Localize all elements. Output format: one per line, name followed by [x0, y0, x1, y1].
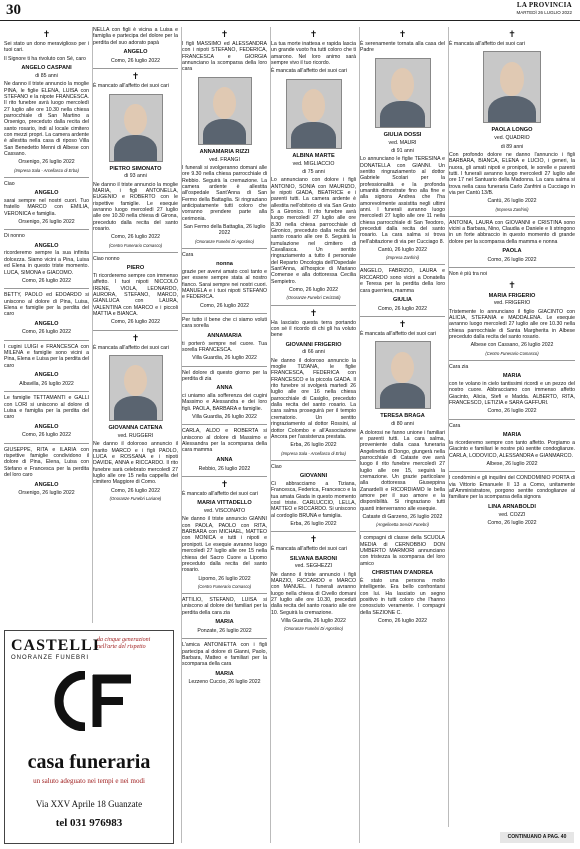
deceased-name: TERESA BRAGA — [380, 413, 425, 420]
notice-body: con te volano in cielo tantissimi ricordi e un pezzo del nostro cuore. Abbracciamo con immenso affetto Giacinto, Alicia, Stefi e Madda. ALBERTO, RITA, FRANCESCO, LETIZIA e SARA GAFFURI. — [449, 381, 575, 407]
notice-date: Cataste di Garzeno, 26 luglio 2022 — [362, 513, 443, 520]
notice-body: Ne danno il triste annuncio i figli MARZIO, RICCARDO e MARCO con MANUEL. I funerali avranno luogo nella chiesa di Civello domani 27 luglio alle ore 10.30, preceduti dalla recita del santo rosario alle ore 10. Seguirà la cremazione. — [271, 571, 356, 616]
divider — [271, 305, 356, 306]
notice-date: Como, 26 luglio 2022 — [487, 408, 537, 415]
notice-date: Como, 26 luglio 2022 — [21, 432, 72, 439]
ad-casa-funeraria: casa funeraria — [27, 751, 151, 773]
notice-body: I condòmini e gli inquilini del CONDOMINIO PORTA di via Vittorio Emanuele II 13 a Como, unitamente all'Amministratore, porgono sentite condoglianze al familiare per la scomparsa della signora — [449, 475, 575, 501]
page-number: 30 — [6, 2, 21, 18]
notice-body: Con profondo dolore ne danno l'annuncio i figli BARBARA, BIANCA, ELENA e LUCIO, i generi, la nuora, gli amati nipoti e pronipoti, le sorelle e parenti tutti. I funerali avranno luogo mercoledì 27 luglio alle ore 17 nel Santuario della Madonna. La cara salma si trova nella casa funeraria Carlo Zanfrini a Cucciago in via per Cantù 13/B. — [449, 151, 575, 196]
deceased-name: nonna — [216, 261, 233, 268]
deceased-married-name: ved. MAURI — [388, 139, 417, 146]
divider — [182, 248, 267, 249]
deceased-name: ALBINA MARTE — [292, 152, 335, 159]
ad-company-subtitle: ONORANZE FUNEBRI — [11, 655, 90, 661]
notice-body: sarai sempre nel nostri cuori. Tuo fratello MARCO con EMILIA, VERONICA e famiglia. — [4, 197, 89, 217]
funeral-home: (Centro Funerario Comasco) — [485, 350, 539, 356]
notice-body: ANGELO, FABRIZIO, LAURA e RICCARDO sono vicini a Donatella e Teresa per la perdita della loro cara guerriera, mamma — [360, 268, 445, 294]
notice-date: Como, 26 luglio 2022 — [199, 302, 250, 309]
notice-body: Ti ricorderemo sempre con immenso affetto. I tuoi nipoti NICCOLÒ IRENE, VIOLA, LEONARDO, AURORA, STEFANO, MARCO, GIANLUCA con LAURA, VALENTINA con MARCO e i piccoli MATTIA e BIANCA. — [93, 273, 178, 318]
deceased-married-name: ved. VISCONATO — [203, 508, 246, 515]
deceased-age: di 75 anni — [302, 168, 325, 175]
notice-text: È mancata all'affetto dei suoi cari — [360, 331, 436, 337]
notice-body: NELLA con figli è vicina a Luisa e famiglia e partecipa del dolore per la perdita del suo adorato papà — [93, 27, 178, 46]
notice-body: GIUSEPPE, RITA e ILARIA con rispettive famiglie condividono il dolore di Pina, Elena, Luisa con Stefano e Francesca per la perdita del loro caro — [4, 446, 89, 479]
deceased-name: PAOLA LONGO — [491, 127, 533, 134]
deceased-name: ANGELO — [34, 372, 59, 379]
portrait-photo — [375, 341, 431, 409]
divider — [4, 443, 89, 444]
notice-date: Erba, 26 luglio 2022 — [290, 442, 337, 449]
divider — [182, 366, 267, 367]
deceased-name: MARIA VITTADELLO — [197, 500, 252, 507]
portrait-photo — [375, 58, 431, 128]
ad-phone: tel 031 976983 — [55, 817, 123, 829]
notice-date: Como, 26 luglio 2022 — [487, 519, 537, 526]
notice-text: È mancata all'affetto dei suoi cari — [93, 344, 169, 351]
notice-date: Erba, 26 luglio 2022 — [290, 520, 337, 527]
notice-date: Lezzeno Cuccio, 26 luglio 2022 — [188, 679, 261, 686]
notice-date: Cantù, 26 luglio 2022 — [487, 198, 537, 205]
divider — [4, 340, 89, 341]
cross-icon: ✝ — [398, 29, 407, 39]
notice-text: È mancato all'affetto dei suoi cari — [182, 490, 258, 497]
deceased-name: GIULIA DOSSI — [383, 131, 422, 138]
divider — [4, 177, 89, 178]
cross-icon: ✝ — [398, 319, 407, 329]
notice-greeting: Di nonno — [4, 233, 25, 240]
divider — [182, 476, 267, 477]
funeral-home: (Impresa Sala - Arcellasco di Erba) — [281, 450, 346, 456]
continue-on-page-label: CONTINUANO A PAG. 40 — [500, 832, 574, 843]
deceased-name: MARIA — [502, 432, 522, 439]
notice-body: ci uniamo alla sofferenza dei cugini Massimo e Alessandra e dei loro figli. PAOLA, BARBARA e famiglie. — [182, 393, 267, 412]
notice-body: Le famiglie TETTAMANTI e GALLI con LORI si uniscono al dolore di Luisa e famiglia per la perdita del caro — [4, 395, 89, 421]
notice-date: Como, 26 luglio 2022 — [377, 618, 428, 625]
divider — [93, 330, 178, 331]
notice-date: Como, 26 luglio 2022 — [110, 487, 161, 494]
divider — [182, 424, 267, 425]
notice-date: Albese con Cassano, 26 luglio 2022 — [470, 342, 554, 349]
divider — [449, 360, 575, 361]
ad-address: Via XXV Aprile 18 Guanzate — [35, 799, 143, 809]
notice-text: È serenamente tornata alla casa del Padre — [360, 41, 445, 54]
cross-icon: ✝ — [309, 307, 318, 318]
divider — [360, 316, 445, 317]
cross-icon: ✝ — [220, 29, 229, 39]
divider — [182, 638, 267, 639]
notice-body: Ci abbracciamo a Tiziana, Francesca, Federica, Francesco e la tua amata Giada in questo momento così triste. CARLUCCIO, LELLA, MATTEO e RICCARDO. Si uniscono al cordoglio BRUNA e famiglia. — [271, 480, 356, 519]
notice-date: Rebbio, 26 luglio 2022 — [198, 465, 251, 472]
deceased-name: PIETRO SIMONATO — [109, 165, 162, 172]
notice-greeting: Ciao nonno — [93, 255, 120, 262]
deceased-name: GIOVANNA CATENA — [108, 425, 163, 432]
notice-date: Como, 26 luglio 2022 — [21, 277, 72, 284]
notice-body: la ricorderemo sempre con tanto affetto. Porgiamo a Giacinto e familiari le nostre più sentite condoglianze. CARLA, LODOVICO, ALESSANDRA e GIANMARCO. — [449, 439, 575, 459]
deceased-name: GIOVANNI FRIGERIO — [285, 341, 342, 348]
notice-date: Albese, 26 luglio 2022 — [486, 461, 538, 467]
portrait-photo — [109, 94, 163, 162]
deceased-married-name: ved. RUGGERI — [117, 432, 154, 439]
deceased-name: ANNAMARIA RIZZI — [199, 148, 250, 155]
notice-body: A dolorosi ne fanno unione i familiari e parenti tutti. La cara salma, proveniente dalla casa funeraria Angelinetta di Dongo, giungerà nella parrocchiale di Cataste ove avrà luogo il rito funebre mercoledì 27 luglio alle ore 15, seguirà la cremazione. Un grazie particolare alla dottoressa Giuseppina Zanardelli e RICORDIAMO le bella amore per il suo amore e la disponibilità. Si ringraziano tutti quanti interverranno alle esequie. — [360, 429, 445, 512]
deceased-married-name: ved. COZZI — [498, 511, 526, 518]
deceased-name: GIOVANNI — [299, 473, 328, 479]
notice-text: È mancata all'affetto dei suoi cari — [449, 41, 525, 47]
deceased-married-name: ved. FRIGERIO — [493, 300, 531, 307]
deceased-name: ANNA — [216, 385, 233, 392]
divider — [360, 264, 445, 265]
notice-date: Orsenigo, 26 luglio 2022 — [18, 490, 75, 497]
funeral-home: (Onoranze Funebri Di Agostino) — [195, 238, 254, 244]
divider — [4, 391, 89, 392]
notice-body: Lo annunciano con dolore i figli ANTONIO, SONIA con MAURIZIO, le nipoti GIADA, BEATRICE e i parenti tutti. La camera ardente è allestita nell'obitorio di via San Grato 5 a Gironico. Il rito funebre avrà luogo mercoledì 27 luglio alle ore 8.30 nella chiesa parrocchiale di Gironico, preceduto dalla recita del santo rosario alle ore 8. Seguirà la tumulazione nel cimitero di Cavallasca. Un sentito ringraziamento a tutto il personale del Reparto Oncologia dell'Ospedale Sant'Anna, all'hospice di Mariano Comense e alla dottoressa Cecilia Sempietro. — [271, 177, 356, 285]
divider — [4, 229, 89, 230]
notice-body: Ne danno il triste annuncio la moglie PINA, le figlie ELENA, LUISA con STEFANO e la nipote FRANCESCA. Il rito funebre avrà luogo mercoledì 27 luglio alle ore 10.30 nella chiesa parrocchiale di San Martino a Orsenigo, preceduto dalla recita del santo rosario, indi al locale cimitero con mezzi propri. La camera ardente è allestita nella casa di riposo Villa San Benedetto Menni di Albese con Cassano. — [4, 81, 89, 157]
ad-company-name: CASTELLI — [11, 637, 100, 654]
divider — [182, 593, 267, 594]
deceased-name: MARIA — [215, 619, 234, 626]
funeral-home: (Angelinetta Servizi Funebri) — [376, 522, 429, 528]
notice-date: Orsenigo, 26 luglio 2022 — [18, 218, 75, 225]
column-2 — [92, 27, 178, 623]
notice-body: È stato una persona molto intelligente. Era bello confrontarsi con lui. Ha lasciato un segno positivo in tutti coloro che l'hanno conosciuto veramente. I compagni della SEZIONE C. — [360, 577, 445, 616]
deceased-name: ANGELO — [34, 320, 59, 327]
notice-body: CARLA, ALDO e ROBERTA si uniscono al dolore di Massimo e Alessandra per la scomparsa della cara mamma — [182, 428, 267, 454]
column-6 — [448, 27, 575, 827]
deceased-age: di 89 anni — [500, 143, 524, 150]
notice-date: Como, 26 luglio 2022 — [487, 256, 537, 263]
deceased-name: ANNAMARIA — [207, 332, 242, 339]
deceased-name: PAOLA — [502, 248, 522, 255]
notice-body: grazie per avervi amato così tanto e per essere sempre stata al nostro fianco. Sarai sempre nei nostri cuori. MANUELA e i tuoi nipoti STEFANO e FEDERICA. — [182, 268, 267, 301]
deceased-name: ANNA — [216, 456, 233, 463]
notice-body: I figli MASSIMO ed ALESSANDRA con i nipoti STEFANO, FEDERICA, FRANCESCA e GIORGIA annunciano la scomparsa della loro cara — [182, 41, 267, 73]
deceased-name: CHRISTIAN D'ANDREA — [371, 570, 434, 577]
notice-date: Como, 26 luglio 2022 — [110, 57, 161, 64]
notice-body: ANTONIA, LAURA con GIOVANNI e CRISTINA sono vicini a Barbara, Nino, Claudia e Daniele e li stringono in un forte abbraccio in questo momento di grande dolore per la scomparsa della mamma e nonna — [449, 219, 575, 245]
notice-text: Il Signore ti ha rivoluto con Sé, caro — [4, 55, 86, 62]
funeral-home-ad — [4, 630, 174, 844]
notice-body: BETTY, PAOLO ed EDOARDO si uniscono al dolore di Pina, Luisa, Elena e famiglie per la perdita del caro — [4, 292, 89, 318]
cross-icon: ✝ — [508, 279, 516, 290]
deceased-married-name: ved. MIGLIACCIO — [292, 160, 335, 167]
notice-body: Tristemente lo annunciano il figlio GIACINTO con ALICIA, STEFANIA e MADDALENA. Le esequie avranno luogo mercoledì 27 luglio alle ore 10.30 nella chiesa parrocchiale di Santa Margherita in Albese preceduto dalla recita del santo rosario. — [449, 308, 575, 341]
column-3 — [181, 27, 267, 843]
notice-body: ricorderemo sempre la sua infinita dolcezza. Siamo vicini a Pina, Luisa ed Elena in questo triste momento. LUCA, SIMONA e GIACOMO. — [4, 250, 89, 276]
notice-greeting: Cara — [182, 251, 194, 258]
deceased-name: MARIA — [502, 373, 522, 380]
deceased-age: di 80 anni — [391, 421, 414, 428]
column-4 — [270, 27, 356, 843]
divider — [271, 460, 356, 461]
deceased-name: ANGELO — [34, 481, 59, 488]
notice-date: Como, 26 luglio 2022 — [110, 234, 161, 241]
notice-date: Villa Guardia, 26 luglio 2022 — [192, 414, 257, 421]
deceased-name: ANGELO — [34, 190, 59, 197]
page-header — [0, 0, 580, 21]
notice-body: La tua morte inattesa e rapida lascia un grande vuoto fra tutti coloro che ti amarono. Nel loro animo sarà sempre vivo il tuo ricordo. — [271, 41, 356, 67]
cross-icon: ✝ — [131, 332, 140, 343]
notice-body: L'amica ANTONIETTA con i figli partecipa al dolore di Gianni, Paolo, Barbara, Matteo e familiari per la scomparsa della cara — [182, 642, 267, 668]
notice-date: Como, 26 luglio 2022 — [377, 305, 428, 312]
notice-body: Ha lasciato questa terra portando con sé il ricordo di chi gli ha voluto bene — [271, 319, 356, 339]
cross-icon: ✝ — [220, 478, 229, 489]
newspaper-brand: LA PROVINCIA — [516, 1, 572, 9]
column-5 — [359, 27, 445, 843]
notice-date: Como, 26 luglio 2022 — [110, 319, 161, 326]
deceased-name: ANGELO — [123, 49, 148, 56]
notice-date: Cantù, 26 luglio 2022 — [377, 247, 428, 253]
funeral-home: (Onoranze Funebri Cerizzati) — [286, 295, 341, 301]
notice-date: San Fermo della Battaglia, 26 luglio 2022 — [183, 223, 266, 237]
notice-body: I compagni di classe della SCUOLA MEDIA di CERNOBBIO DON UMBERTO MARMORI annunciano con tristezza la scomparsa del loro amico — [360, 535, 445, 567]
deceased-name: ANGELO — [34, 423, 59, 430]
notice-body: Lo annunciano le figlie TERESINA e DONATELLA con GIANNI. Un sentito ringraziamento al dottor Gabriele Scolari per la professionalità e la profonda umanità dimostrate fino alla fine e alla signora Andrea che l'ha amorevolmente assistita negli ultimi anni. I funerali avranno luogo mercoledì 27 luglio alle ore 11 nella chiesa parrocchiale di San Teodoro, preceduti dalla recita del santo rosario. La cara salma si trova nell'abitazione di via per Cucciago 8. — [360, 156, 445, 245]
cross-icon: ✝ — [42, 29, 51, 39]
notice-date: Villa Guardia, 26 luglio 2022 — [192, 355, 257, 362]
notice-date: Ponzate, 26 luglio 2022 — [197, 627, 252, 634]
notice-date: Como, 26 luglio 2022 — [21, 329, 72, 336]
deceased-name: PIERO — [126, 265, 145, 272]
notice-body: I cugini LUIGI e FRANCESCA con MILENA e famiglie sono vicini a Pina, Elena e Luisa per la perdita del caro — [4, 343, 89, 369]
notice-text: È mancato all'affetto dei suoi cari — [93, 83, 169, 90]
cross-icon: ✝ — [131, 71, 140, 82]
notice-text: Non è più tra noi — [449, 271, 488, 278]
notice-body: ATTILIO, STEFANO, LUISA si uniscono al dolore dei familiari per la perdita della cara zia — [182, 597, 267, 616]
notice-body: Ne danno il triste annuncio la moglie MARIA, i figli ANTONELLA, EUGENIO e ROBERTO con le rispettive famiglie. Le esequie avranno luogo mercoledì 27 luglio alle ore 10.30 nella chiesa di Girona, preceduto dalla recita del santo rosario. — [93, 181, 178, 233]
deceased-name: SILVANA BARONI — [289, 555, 338, 562]
notice-body: Per tutto il bene che ci siamo voluti cara sorella — [182, 317, 267, 330]
notice-text: È mancata all'affetto dei suoi cari — [271, 68, 347, 75]
portrait-photo — [109, 355, 163, 421]
notice-greeting: Ciao — [271, 463, 282, 470]
funeral-home: (Impresa Zanfrini) — [385, 255, 420, 261]
deceased-name: ANGELO CASPANI — [21, 65, 72, 72]
funeral-home: (Centro Funerario Comasco) — [108, 242, 163, 248]
funeral-home: (Impresa Sala - Arcellasco di Erba) — [14, 167, 79, 173]
divider — [449, 267, 575, 268]
notice-body: Ne danno il doloroso annuncio il marito MARCO e i figli PAOLO, LUCA e ROSSANA e i nipoti DAVIDE, ANNA e RICCARDO. Il rito funebre sarà celebrato mercoledì 27 luglio alle ore 15 nella cappella del cimitero Maggiore di Como. — [93, 441, 178, 486]
deceased-married-name: ved. QUADRIO — [494, 135, 530, 142]
notice-text: Sei stato un dono meraviglioso per i tuoi cari. — [4, 41, 89, 54]
notice-text: È mancata all'affetto dei suoi cari — [271, 546, 347, 553]
cross-icon: ✝ — [309, 534, 318, 545]
cross-icon: ✝ — [508, 29, 516, 39]
funeral-home: (Centro Funerario Comasco) — [197, 583, 252, 589]
deceased-name: ANGELO — [34, 242, 59, 249]
deceased-age: di 93 anni — [124, 173, 147, 180]
portrait-photo — [483, 51, 541, 123]
divider — [449, 419, 575, 420]
notice-date: Como, 26 luglio 2022 — [288, 287, 339, 294]
deceased-age: di 66 anni — [302, 349, 325, 356]
deceased-name: LINA ARNABOLDI — [488, 503, 536, 510]
notice-body: Ne danno il triste annuncio GIANNI con PAOLA, PAOLO con RITA, BARBARA con MICHAEL, MATTEO con MONICA e tutti i nipoti e pronipoti. Le esequie avranno luogo mercoledì 27 luglio alle ore 15 nella chiesa del Sacro Cuore a Lipomo preceduto dalla recita del santo rosario. — [182, 516, 267, 574]
notice-body: I funerali si svolgeranno domani alle ore 9.30 nella chiesa parrocchiale di Rebbio. Seguirà la cremazione. La camera ardente è allestita all'ospedale Sant'Anna di San Fermo della Battaglia. Si ringraziano anticipatamente tutti coloro che vorranno prendere parte alla cerimonia. — [182, 164, 267, 222]
notice-body: Nel dolore di questo giorno per la perdita di zia — [182, 369, 267, 382]
notice-greeting: Cara — [449, 422, 461, 429]
portrait-photo — [286, 79, 342, 149]
ad-tagline: da cinque generazioni nell'arte del rispetto — [97, 637, 151, 651]
notice-body: ti porterò sempre nel cuore. Tua sorella FRANCESCA. — [182, 340, 267, 353]
divider — [271, 531, 356, 532]
funeral-home: (Onoranze Funebri Di Agostino) — [284, 626, 343, 632]
ad-slogan: un saluto adeguato nei tempi e nei modi — [33, 777, 145, 785]
divider — [360, 531, 445, 532]
issue-date: MARTEDÌ 26 LUGLIO 2022 — [516, 10, 572, 15]
deceased-name: MARIA — [215, 670, 234, 677]
notice-greeting: Cara zia — [449, 363, 469, 370]
divider — [449, 471, 575, 472]
divider — [93, 68, 178, 69]
notice-date: Albavilla, 26 luglio 2022 — [19, 380, 74, 387]
divider — [449, 216, 575, 217]
portrait-photo — [198, 77, 252, 145]
notice-date: Orsenigo, 26 luglio 2022 — [18, 159, 75, 166]
notice-body: Ne danno il doloroso annuncio la moglie TIZIANA, le figlie FRANCESCA, FEDERICA con FRANCESCO e la piccola GIADA. Il rito funebre si svolgerà martedì 26 luglio alle ore 16 nella chiesa parrocchiale di Casiglio, preceduto dalla recita del santo rosario. La cara salma proseguirà per il tempio crematorio. Un sentito ringraziamento al dottor Rossini, al dottor Colombo e all'Associazione Ancora per l'assistenza prestata. — [271, 357, 356, 440]
deceased-age: di 85 anni — [35, 72, 58, 79]
notice-date: Villa Guardia, 26 luglio 2022 — [281, 618, 346, 625]
deceased-married-name: ved. FRANGI — [209, 156, 240, 163]
divider — [93, 252, 178, 253]
deceased-married-name: ved. SEGHEZZI — [294, 563, 333, 570]
cf-logo-icon — [35, 671, 143, 731]
cross-icon: ✝ — [309, 29, 318, 39]
deceased-age: di 91 anni — [391, 147, 414, 154]
funeral-home: (Onoranze Funebri Lariane) — [109, 496, 162, 502]
deceased-name: MARIA FRIGERIO — [488, 292, 536, 299]
notice-greeting: Ciao — [4, 180, 15, 187]
divider — [4, 288, 89, 289]
funeral-home: (Impresa Zanfrini) — [495, 206, 529, 212]
notice-date: Lipomo, 26 luglio 2022 — [198, 575, 251, 582]
divider — [182, 313, 267, 314]
deceased-name: GIULIA — [393, 296, 412, 303]
